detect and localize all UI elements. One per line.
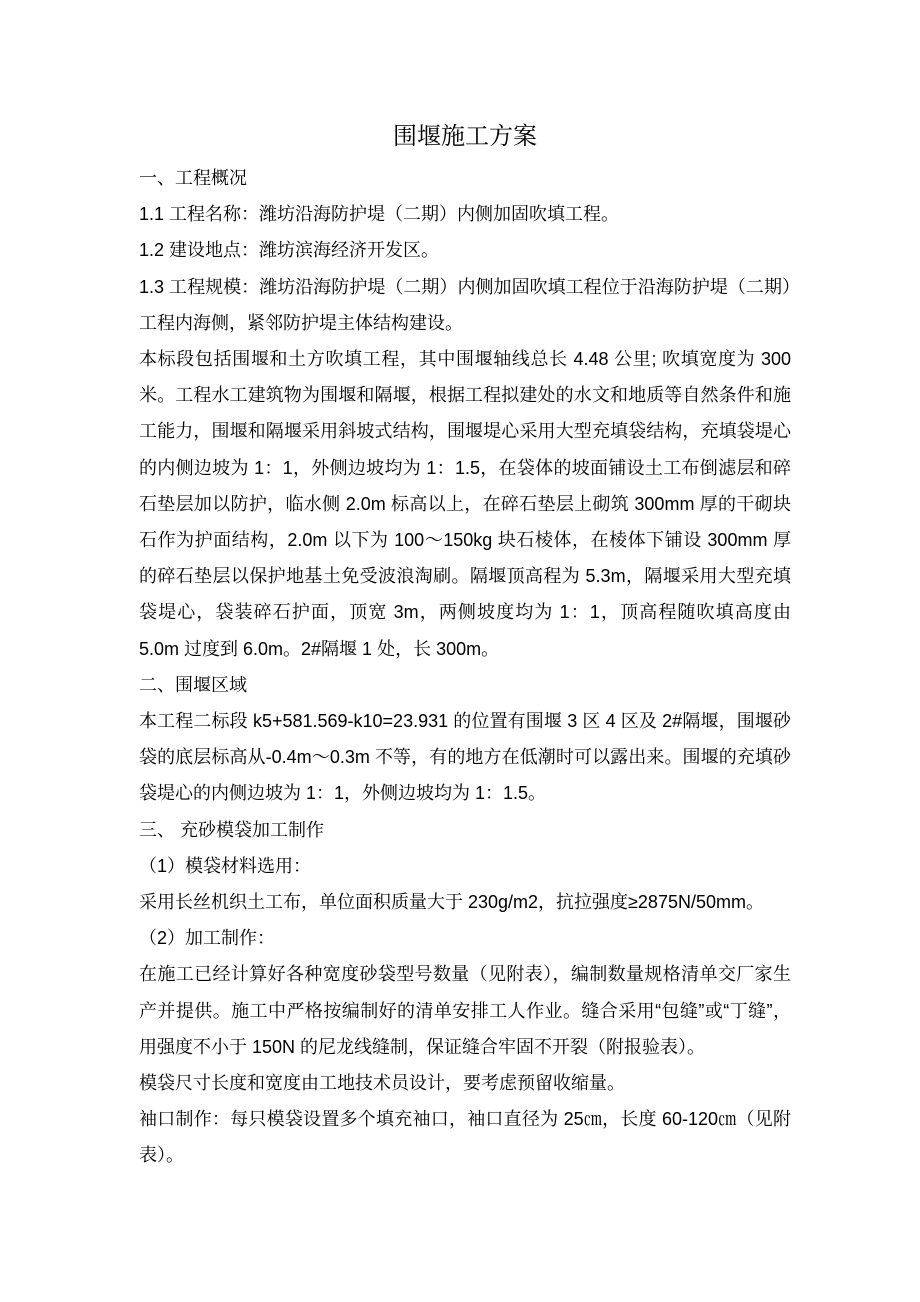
construction-site-paragraph: 1.2 建设地点：潍坊滨海经济开发区。 [139,240,440,261]
section-heading-cofferdam-area: 二、围堰区域 [139,674,247,695]
sleeve-fabrication-paragraph: 袖口制作：每只模袋设置多个填充袖口，袖口直径为 25㎝，长度 60-120㎝（见附表）。 [139,1109,791,1166]
material-selection-paragraph: 采用长丝机织土工布，单位面积质量大于 230g/m2，抗拉强度≥2875N/50mm。 [139,892,764,913]
processing-paragraph: 在施工已经计算好各种宽度砂袋型号数量（见附表），编制数量规格清单交厂家生产并提供。施工中严格按编制好的清单安排工人作业。缝合采用“包缝”或“丁缝”，用强度不小于 150N 的尼龙线缝制，保证缝合牢固不开裂（附报验表）。 [139,964,791,1057]
scope-description-paragraph: 本标段包括围堰和土方吹填工程，其中围堰轴线总长 4.48 公里; 吹填宽度为 300 米。工程水工建筑物为围堰和隔堰，根据工程拟建处的水文和地质等自然条件和施工能力，围堰和隔堰采用斜坡式结构，围堰堤心采用大型充填袋结构，充填袋堤心的内侧边坡为 1：1，外侧边坡均为 1：1.5，在袋体的坡面铺设土工布倒滤层和碎石垫层加以防护，临水侧 2.0m 标高以上，在碎石垫层上砌筑 300mm 厚的干砌块石作为护面结构，2.0m 以下为 100～150kg 块石棱体，在棱体下铺设 300mm 厚的碎石垫层以保护地基土免受波浪淘刷。隔堰顶高程为 5.3m，隔堰采用大型充填袋堤心，袋装碎石护面，顶宽 3m，两侧坡度均为 1：1，顶高程随吹填高度由 5.0m 过度到 6.0m。2#隔堰 1 处，长 300m。 [139,349,791,659]
project-name-paragraph: 1.1 工程名称：潍坊沿海防护堤（二期）内侧加固吹填工程。 [139,204,620,225]
material-selection-heading: （1）模袋材料选用： [139,855,312,876]
bag-size-paragraph: 模袋尺寸长度和宽度由工地技术员设计，要考虑预留收缩量。 [139,1073,625,1094]
cofferdam-area-paragraph: 本工程二标段 k5+581.569-k10=23.931 的位置有围堰 3 区 4 区及 2#隔堰，围堰砂袋的底层标高从-0.4m～0.3m 不等，有的地方在低潮时可以露出来。围堰的充填砂袋堤心的内侧边坡为 1：1，外侧边坡均为 1：1.5。 [139,711,791,804]
processing-heading: （2）加工制作： [139,928,276,949]
section-heading-overview: 一、工程概况 [139,168,247,188]
section-heading-sandbag-fabrication: 三、 充砂模袋加工制作 [139,819,324,840]
document-page [139,112,791,1174]
document-title: 围堰施工方案 [393,122,537,150]
project-scale-paragraph: 1.3 工程规模：潍坊沿海防护堤（二期）内侧加固吹填工程位于沿海防护堤（二期）工程内海侧，紧邻防护堤主体结构建设。 [139,276,791,333]
